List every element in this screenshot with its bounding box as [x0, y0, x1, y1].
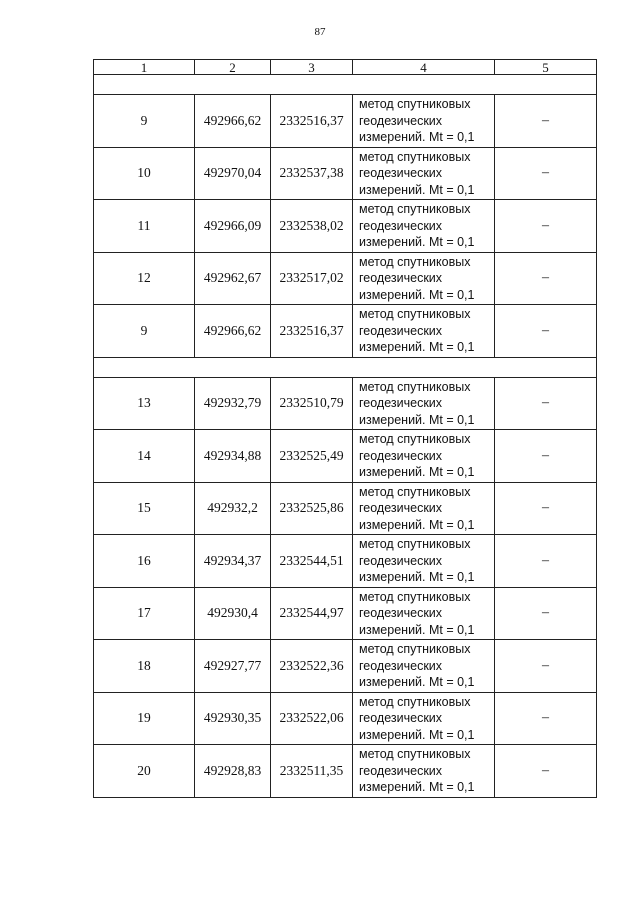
group-separator-cell	[94, 357, 597, 377]
page-number: 87	[314, 26, 326, 38]
method-cell: метод спутниковых геодезических измерений. Mt = 0,1	[353, 377, 495, 430]
point-number-cell: 16	[94, 535, 195, 588]
method-cell: метод спутниковых геодезических измерений. Mt = 0,1	[353, 692, 495, 745]
group-separator-row	[94, 357, 597, 377]
point-number-cell: 12	[94, 252, 195, 305]
x-coordinate-cell: 492934,37	[195, 535, 271, 588]
method-cell: метод спутниковых геодезических измерений. Mt = 0,1	[353, 482, 495, 535]
y-coordinate-cell: 2332510,79	[271, 377, 353, 430]
note-cell: –	[495, 535, 597, 588]
x-coordinate-cell: 492930,35	[195, 692, 271, 745]
method-cell: метод спутниковых геодезических измерений. Mt = 0,1	[353, 95, 495, 148]
point-number-cell: 17	[94, 587, 195, 640]
column-number-row	[94, 60, 597, 75]
column-number: 5	[495, 60, 597, 75]
x-coordinate-cell: 492932,79	[195, 377, 271, 430]
point-number-cell: 13	[94, 377, 195, 430]
y-coordinate-cell: 2332516,37	[271, 95, 353, 148]
method-cell: метод спутниковых геодезических измерений. Mt = 0,1	[353, 305, 495, 358]
note-cell: –	[495, 377, 597, 430]
y-coordinate-cell: 2332525,86	[271, 482, 353, 535]
y-coordinate-cell: 2332517,02	[271, 252, 353, 305]
point-number-cell: 9	[94, 305, 195, 358]
note-cell: –	[495, 482, 597, 535]
x-coordinate-cell: 492966,62	[195, 305, 271, 358]
group-separator-cell	[94, 75, 597, 95]
note-cell: –	[495, 430, 597, 483]
table-row	[94, 692, 597, 745]
method-cell: метод спутниковых геодезических измерений. Mt = 0,1	[353, 587, 495, 640]
note-cell: –	[495, 200, 597, 253]
y-coordinate-cell: 2332511,35	[271, 745, 353, 798]
x-coordinate-cell: 492927,77	[195, 640, 271, 693]
y-coordinate-cell: 2332522,06	[271, 692, 353, 745]
method-cell: метод спутниковых геодезических измерений. Mt = 0,1	[353, 745, 495, 798]
table-row	[94, 430, 597, 483]
x-coordinate-cell: 492966,09	[195, 200, 271, 253]
note-cell: –	[495, 587, 597, 640]
method-cell: метод спутниковых геодезических измерений. Mt = 0,1	[353, 200, 495, 253]
note-cell: –	[495, 692, 597, 745]
table-row	[94, 745, 597, 798]
y-coordinate-cell: 2332544,51	[271, 535, 353, 588]
method-cell: метод спутниковых геодезических измерений. Mt = 0,1	[353, 535, 495, 588]
point-number-cell: 20	[94, 745, 195, 798]
x-coordinate-cell: 492928,83	[195, 745, 271, 798]
table-row	[94, 95, 597, 148]
note-cell: –	[495, 745, 597, 798]
point-number-cell: 14	[94, 430, 195, 483]
table-row	[94, 535, 597, 588]
point-number-cell: 11	[94, 200, 195, 253]
x-coordinate-cell: 492970,04	[195, 147, 271, 200]
x-coordinate-cell: 492966,62	[195, 95, 271, 148]
table-row	[94, 482, 597, 535]
table-body	[94, 60, 597, 798]
point-number-cell: 10	[94, 147, 195, 200]
note-cell: –	[495, 147, 597, 200]
point-number-cell: 18	[94, 640, 195, 693]
x-coordinate-cell: 492930,4	[195, 587, 271, 640]
column-number: 4	[353, 60, 495, 75]
note-cell: –	[495, 640, 597, 693]
table-row	[94, 305, 597, 358]
point-number-cell: 19	[94, 692, 195, 745]
table-row	[94, 200, 597, 253]
y-coordinate-cell: 2332516,37	[271, 305, 353, 358]
column-number: 1	[94, 60, 195, 75]
point-number-cell: 9	[94, 95, 195, 148]
note-cell: –	[495, 95, 597, 148]
method-cell: метод спутниковых геодезических измерений. Mt = 0,1	[353, 252, 495, 305]
group-separator-row	[94, 75, 597, 95]
coordinates-table	[93, 59, 597, 798]
table-row	[94, 640, 597, 693]
column-number: 3	[271, 60, 353, 75]
table-row	[94, 377, 597, 430]
method-cell: метод спутниковых геодезических измерений. Mt = 0,1	[353, 147, 495, 200]
y-coordinate-cell: 2332522,36	[271, 640, 353, 693]
table-row	[94, 587, 597, 640]
note-cell: –	[495, 305, 597, 358]
method-cell: метод спутниковых геодезических измерений. Mt = 0,1	[353, 430, 495, 483]
note-cell: –	[495, 252, 597, 305]
point-number-cell: 15	[94, 482, 195, 535]
y-coordinate-cell: 2332544,97	[271, 587, 353, 640]
x-coordinate-cell: 492962,67	[195, 252, 271, 305]
x-coordinate-cell: 492934,88	[195, 430, 271, 483]
y-coordinate-cell: 2332538,02	[271, 200, 353, 253]
table-row	[94, 147, 597, 200]
y-coordinate-cell: 2332525,49	[271, 430, 353, 483]
method-cell: метод спутниковых геодезических измерений. Mt = 0,1	[353, 640, 495, 693]
x-coordinate-cell: 492932,2	[195, 482, 271, 535]
y-coordinate-cell: 2332537,38	[271, 147, 353, 200]
column-number: 2	[195, 60, 271, 75]
table-row	[94, 252, 597, 305]
